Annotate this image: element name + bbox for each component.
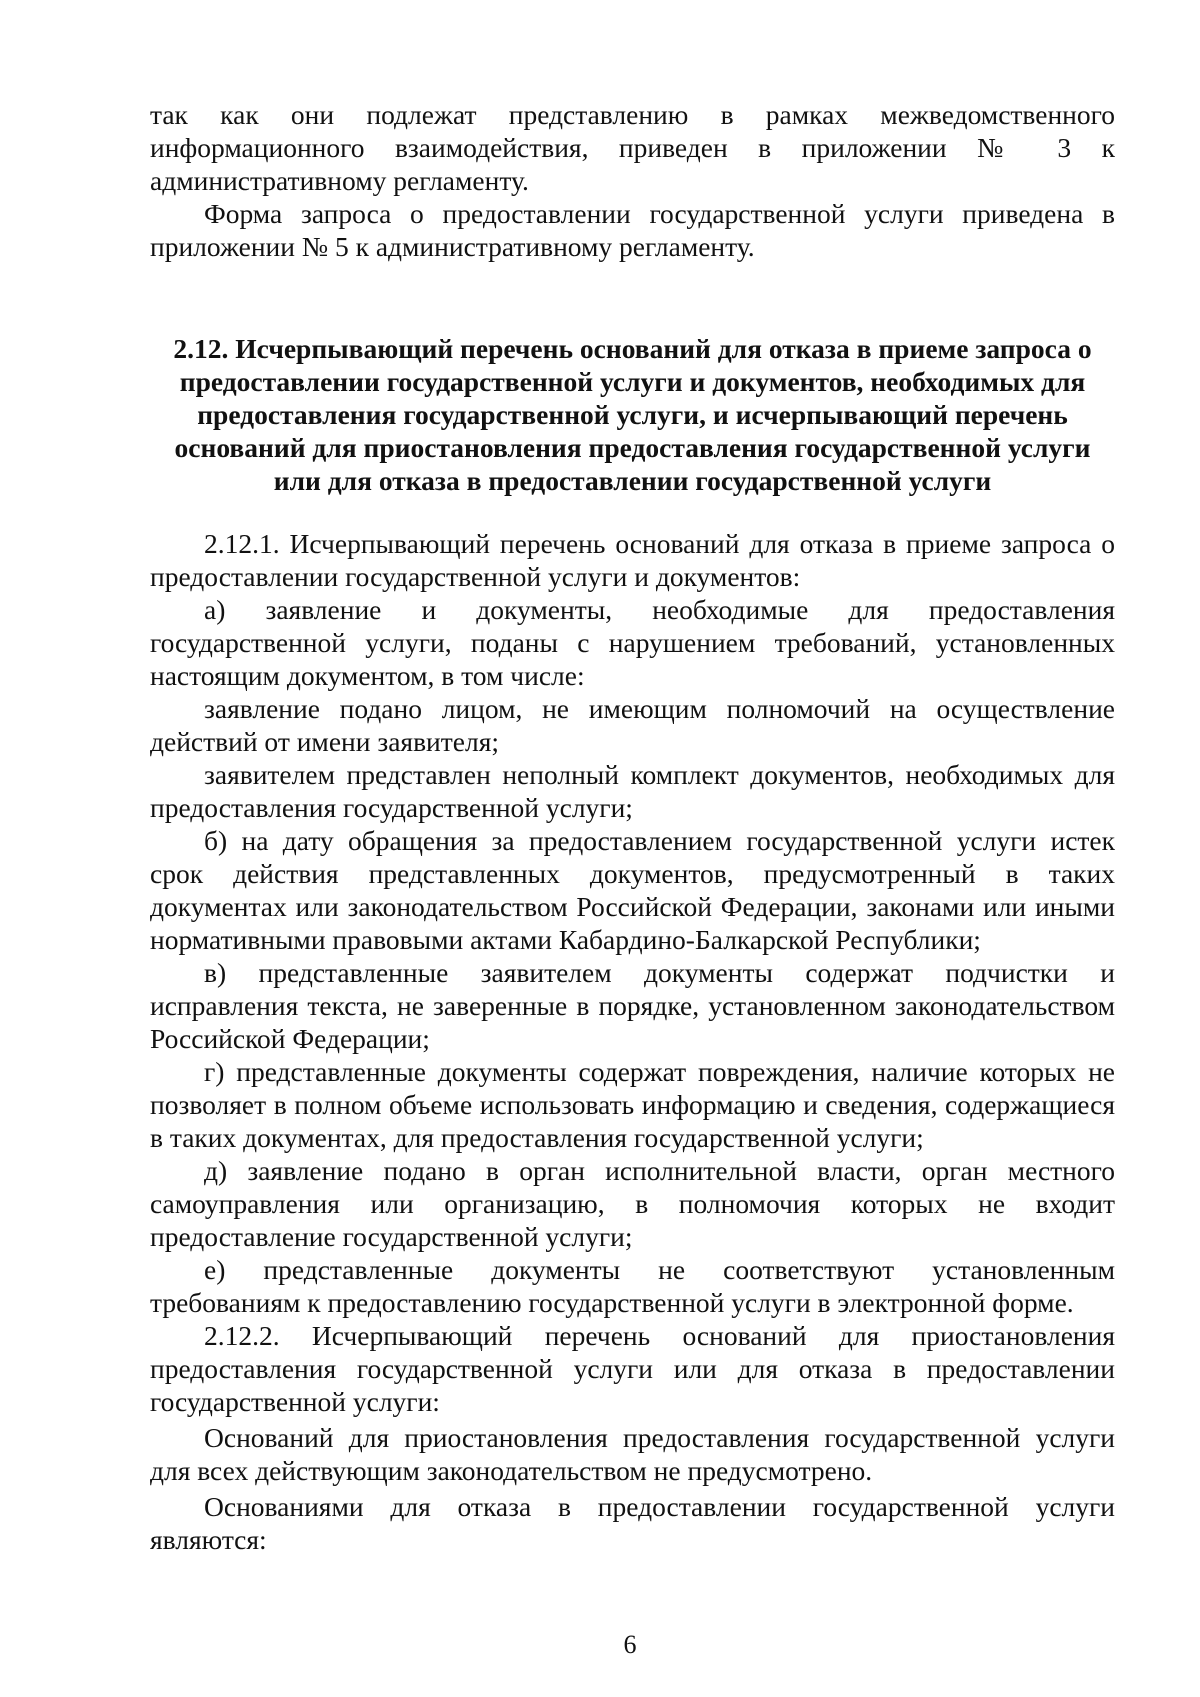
continued-text-block (150, 98, 1115, 263)
list-item: в) представленные заявителем документы содержат подчистки и исправления текста, не заверенные в порядке, установленном законодательством Российской Федерации; (150, 957, 1115, 1054)
body-paragraph: Основаниями для отказа в предоставлении государственной услуги являются: (150, 1491, 1115, 1555)
list-item: заявление подано лицом, не имеющим полномочий на осуществление действий от имени заявителя; (150, 693, 1115, 757)
section-body (150, 527, 1115, 1556)
list-item: а) заявление и документы, необходимые для предоставления государственной услуги, поданы с нарушением требований, установленных настоящим документом, в том числе: (150, 594, 1115, 691)
body-paragraph: Оснований для приостановления предоставления государственной услуги для всех действующим законодательством не предусмотрено. (150, 1422, 1115, 1486)
body-paragraph: Форма запроса о предоставлении государственной услуги приведена в приложении № 5 к административному регламенту. (150, 198, 1115, 262)
body-paragraph: 2.12.2. Исчерпывающий перечень оснований для приостановления предоставления государственной услуги или для отказа в предоставлении государственной услуги: (150, 1320, 1115, 1417)
list-item: е) представленные документы не соответствуют установленным требованиям к предоставлению государственной услуги в электронной форме. (150, 1254, 1115, 1318)
body-paragraph: 2.12.1. Исчерпывающий перечень оснований для отказа в приеме запроса о предоставлении государственной услуги и документов: (150, 528, 1115, 592)
body-paragraph: так как они подлежат представлению в рамках межведомственного информационного взаимодействия, приведен в приложении № 3 к административному регламенту. (150, 99, 1115, 196)
list-item: д) заявление подано в орган исполнительной власти, орган местного самоуправления или организацию, в полномочия которых не входит предоставление государственной услуги; (150, 1155, 1115, 1252)
page-number: 6 (623, 1630, 637, 1659)
list-item: заявителем представлен неполный комплект документов, необходимых для предоставления государственной услуги; (150, 759, 1115, 823)
list-item: г) представленные документы содержат повреждения, наличие которых не позволяет в полном объеме использовать информацию и сведения, содержащиеся в таких документах, для предоставления государственной услуги; (150, 1056, 1115, 1153)
list-item: б) на дату обращения за предоставлением государственной услуги истек срок действия представленных документов, предусмотренный в таких документах или законодательством Российской Федерации, законами или иными нормативными правовыми актами Кабардино-Балкарской Республики; (150, 825, 1115, 955)
section-heading: 2.12. Исчерпывающий перечень оснований для отказа в приеме запроса о предоставлении государственной услуги и документов, необходимых для предоставления государственной услуги, и исчерпывающий перечень оснований для приостановления предоставления государственной услуги или для отказа в предоставлении государственной услуги (173, 333, 1092, 496)
